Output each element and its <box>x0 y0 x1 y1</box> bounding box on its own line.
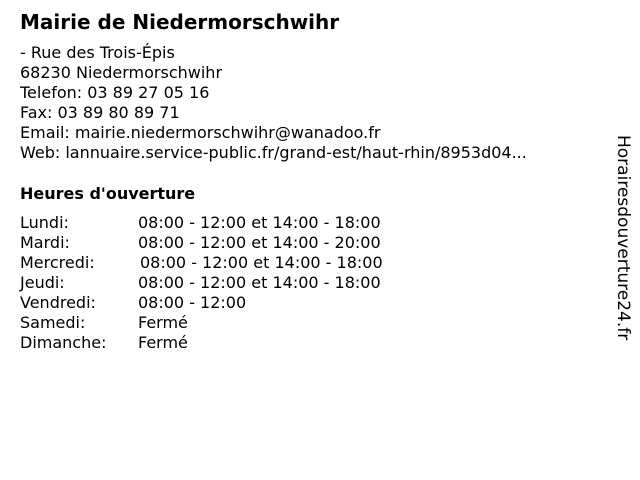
email-link[interactable]: Email: mairie.niedermorschwihr@wanadoo.fr <box>20 123 381 142</box>
hours-value: 08:00 - 12:00 et 14:00 - 18:00 <box>138 213 381 232</box>
day-label: Vendredi: <box>20 293 96 312</box>
address-street: - Rue des Trois-Épis <box>20 43 175 62</box>
fax-text: Fax: 03 89 80 89 71 <box>20 103 180 122</box>
hours-value: Fermé <box>138 313 188 332</box>
hours-value: 08:00 - 12:00 <box>138 293 247 312</box>
day-label: Mercredi: <box>20 253 95 272</box>
web-link[interactable]: Web: lannuaire.service-public.fr/grand-est/haut-rhin/8953d04... <box>20 143 527 162</box>
day-label: Samedi: <box>20 313 86 332</box>
hours-value: Fermé <box>138 333 188 352</box>
day-label: Jeudi: <box>20 273 65 292</box>
phone-text: Telefon: 03 89 27 05 16 <box>20 83 210 102</box>
day-label: Lundi: <box>20 213 69 232</box>
page-title: Mairie de Niedermorschwihr <box>20 10 340 34</box>
hours-value: 08:00 - 12:00 et 14:00 - 20:00 <box>138 233 381 252</box>
day-label: Dimanche: <box>20 333 107 352</box>
contact-info <box>20 43 527 163</box>
hours-value: 08:00 - 12:00 et 14:00 - 18:00 <box>140 253 383 272</box>
hours-value: 08:00 - 12:00 et 14:00 - 18:00 <box>138 273 381 292</box>
day-label: Mardi: <box>20 233 70 252</box>
address-city: 68230 Niedermorschwihr <box>20 63 223 82</box>
site-watermark: Horairesdouverture24.fr <box>613 135 633 341</box>
opening-hours-heading: Heures d'ouverture <box>20 184 196 203</box>
